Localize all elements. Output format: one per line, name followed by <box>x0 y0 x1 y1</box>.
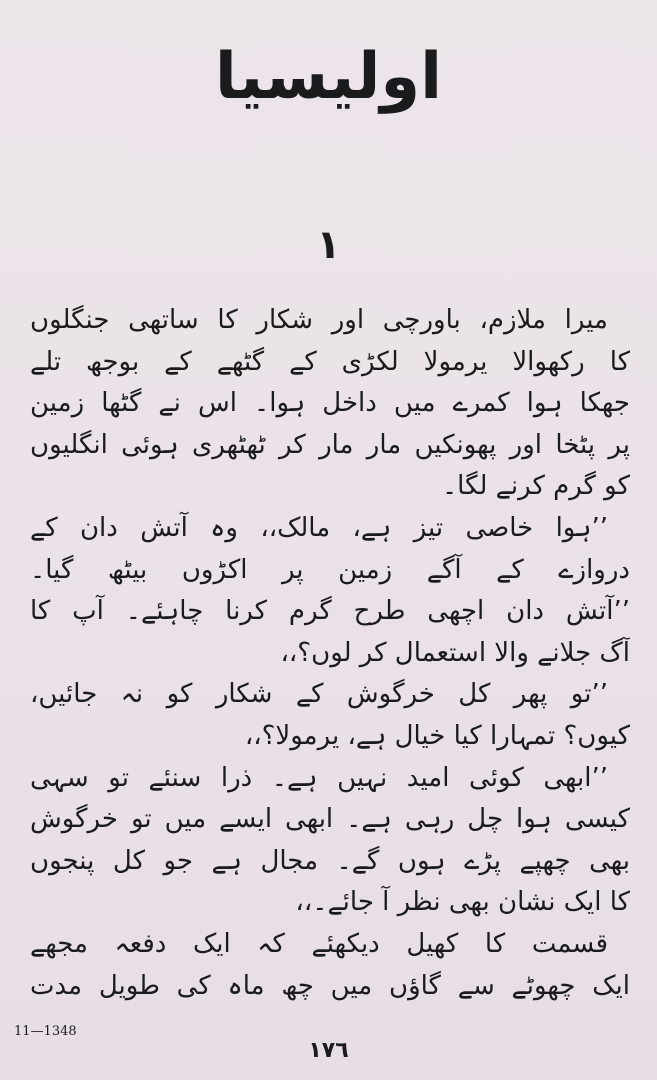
page-number: ۱۷٦ <box>308 1038 349 1063</box>
text-line: ’’تو پھر کل خرگوش کے شکار کو نہ جائیں، <box>30 679 608 710</box>
text-line: قسمت کا کھیل دیکھئے کہ ایک دفعہ مجھے <box>30 928 608 959</box>
text-line: میرا ملازم، باورچی اور شکار کا ساتھی جنگلوں <box>30 305 608 335</box>
text-line: ’’ابھی کوئی امید نہیں ہے۔ ذرا سنئے تو سہی <box>30 762 608 793</box>
text-line: کیسی ہوا چل رہی ہے۔ ابھی ایسے میں تو خرگوش <box>30 804 630 835</box>
text-line: ’’ہوا خاصی تیز ہے، مالک،، وہ آتش دان کے <box>30 512 608 543</box>
text-line: کو گرم کرنے لگا۔ <box>441 471 630 502</box>
text-line: کیوں؟ تمہارا کیا خیال ہے، یرمولا؟،، <box>244 720 630 751</box>
text-line: آگ جلانے والا استعمال کر لوں؟،، <box>280 637 630 668</box>
page-title: اولیسیا <box>214 40 443 114</box>
text-line: بھی چھپے پڑے ہوں گے۔ مجال ہے جو کل پنجوں <box>30 845 630 876</box>
text-line: پر پٹخا اور پھونکیں مار مار کر ٹھٹھری ہوئی انگلیوں <box>30 429 630 460</box>
text-line: کا ایک نشان بھی نظر آ جائے۔،، <box>295 887 630 918</box>
chapter-number: ۱ <box>316 222 341 268</box>
body-text <box>30 300 630 1007</box>
text-line: ’’آتش دان اچھی طرح گرم کرنا چاہئے۔ آپ کا <box>30 596 630 627</box>
text-line: کا رکھوالا یرمولا لکڑی کے گٹھے کے بوجھ تلے <box>30 346 630 377</box>
signature-mark: 11—1348 <box>14 1024 77 1039</box>
text-line: دروازے کے آگے زمین پر اکڑوں بیٹھ گیا۔ <box>30 554 630 585</box>
text-line: جھکا ہوا کمرے میں داخل ہوا۔ اس نے گٹھا زمین <box>30 388 630 419</box>
text-line: ایک چھوٹے سے گاؤں میں چھ ماہ کی طویل مدت <box>30 970 630 1001</box>
